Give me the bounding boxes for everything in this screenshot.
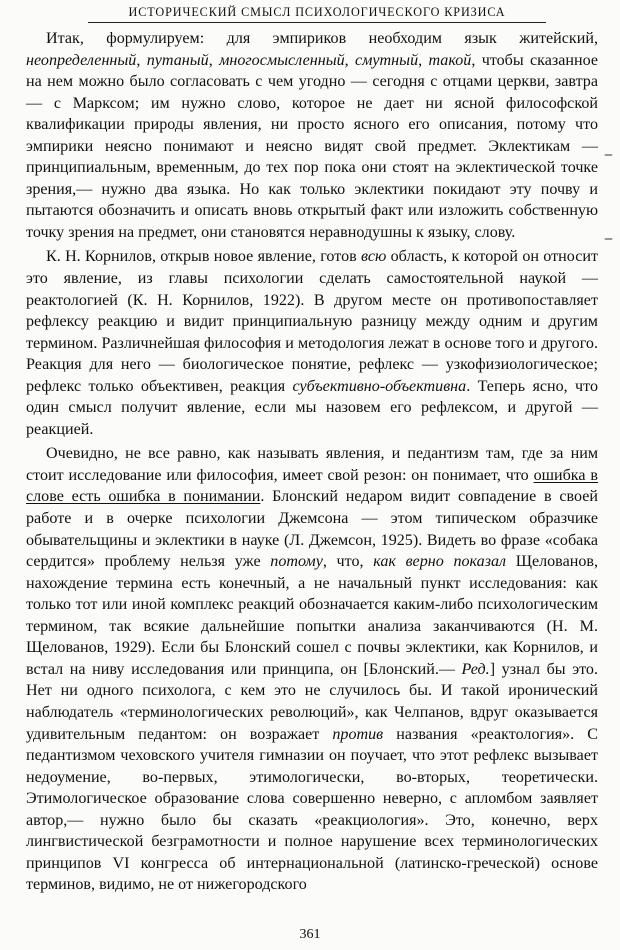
text-segment: , что, <box>322 553 374 571</box>
text-segment: Очевидно, не все равно, как называть явления, и педантизм там, где за ним стоит исследование или философия, имеет свой резон: он понимает, что <box>26 445 598 484</box>
running-header: ИСТОРИЧЕСКИЙ СМЫСЛ ПСИХОЛОГИЧЕСКОГО КРИЗИСА <box>128 5 506 19</box>
italic-segment: субъективно-объективна <box>292 377 467 395</box>
text-segment: область, к которой он относит это явление, из главы психологии сделать самостоятельной наукой — реактологией (К. Н. Корнилов, 1922). В другом месте он противопоставляет рефлексу реакцию и видит принципиальную разницу между одним и другим термином. Различнейшая философия и методология лежат в основе того и другого. Реакция для него — биологическое понятие, рефлекс — узкофизиологическое; рефлекс только объективен, реакция <box>26 248 598 395</box>
text-segment: названия «реактология». С педантизмом чеховского учителя гимназии он поучает, что этот рефлекс вызывает недоумение, во-первых, этимологически, во-вторых, теоретически. Этимологическое образование слова совершенно неверно, с апломбом заявляет автор,— нужно было бы сказать «реакциология». Это, конечно, верх лингвистической безграмотности и полное нарушение всех терминологических принципов VI конгресса об интернациональной (латинско-греческой) основе терминов, видимо, не от нижегородского <box>26 725 598 894</box>
paragraph-2 <box>26 246 598 440</box>
text-segment: Щелованов, нахождение термина есть конечный, а не начальный пункт исследования: как только тот или иной комплекс реакций обозначается каким-либо психологическим термином, так всякие дальнейшие попытки анализа заканчиваются (Н. М. Щелованов, 1929). Если бы Блонский сошел с почвы эклектики, как Корнилов, и встал на ниву исследования или принципа, он [Блонский.— <box>26 553 598 678</box>
text-segment: . Блонский недаром видит совпадение в своей работе и в очерке психологии Джемсона — этом типическом образчике обывательщины и эклектики в науке (Л. Джемсон, 1925). Видеть во фразе «собака сердится» проблему нельзя уже <box>26 488 598 571</box>
margin-pencil-mark: ‒ <box>604 147 613 163</box>
text-segment: . Теперь ясно, что один смысл получит явление, если мы назовем его рефлексом, и другой — реакцией. <box>26 377 598 438</box>
page-number: 361 <box>299 927 321 942</box>
text-segment: К. Н. Корнилов, открыв новое явление, готов <box>46 248 362 266</box>
text-segment: , <box>418 51 429 69</box>
italic-segment: многосмысленный <box>219 51 345 69</box>
italic-segment: путаный <box>146 51 209 69</box>
paragraph-3 <box>26 443 598 895</box>
italic-segment: Ред. <box>461 660 490 678</box>
italic-segment: всю <box>361 248 387 266</box>
italic-segment: против <box>332 725 384 743</box>
text-segment: ] узнал бы это. Нет ни одного психолога, с кем это не случилось бы. И такой иронический наблюдатель «терминологических революций», как Челпанов, вдруг оказывается удивительным педантом: он возражает <box>26 660 599 743</box>
header-rule <box>88 22 546 23</box>
text-segment: , <box>136 51 147 69</box>
italic-segment: смутный <box>355 51 419 69</box>
margin-pencil-mark: ‒ <box>604 231 613 247</box>
italic-segment: неопределенный <box>26 51 137 69</box>
text-segment: , <box>344 51 355 69</box>
italic-segment: потому <box>270 553 323 571</box>
italic-segment: как верно показал <box>373 553 507 571</box>
text-segment: , чтобы сказанное на нем можно было согласовать с чем угодно — сегодня с отцами церкви, завтра — с Марксом; им нужно слово, которое не дает ни ясной философской квалификации природы явления, ни просто ясного его описания, потому что эмпирики неясно понимают и неясно видят свой предмет. Эклектикам — принципиальным, временным, до тех пор пока они стоят на эклектической точке зрения,— нужно два языка. Но как только эклектики покидают эту почву и пытаются обозначить и описать вновь открытый факт или изложить собственную точку зрения на предмет, они становятся неравнодушны к языку, слову. <box>26 51 598 241</box>
body-text <box>26 28 598 896</box>
text-segment: , <box>208 51 220 69</box>
paragraph-1 <box>26 28 598 243</box>
underlined-phrase: ошибка в слове есть ошибка в понимании <box>26 466 598 506</box>
text-segment: Итак, формулируем: для эмпириков необходим язык житейский, <box>46 30 598 47</box>
italic-segment: такой <box>428 51 472 69</box>
